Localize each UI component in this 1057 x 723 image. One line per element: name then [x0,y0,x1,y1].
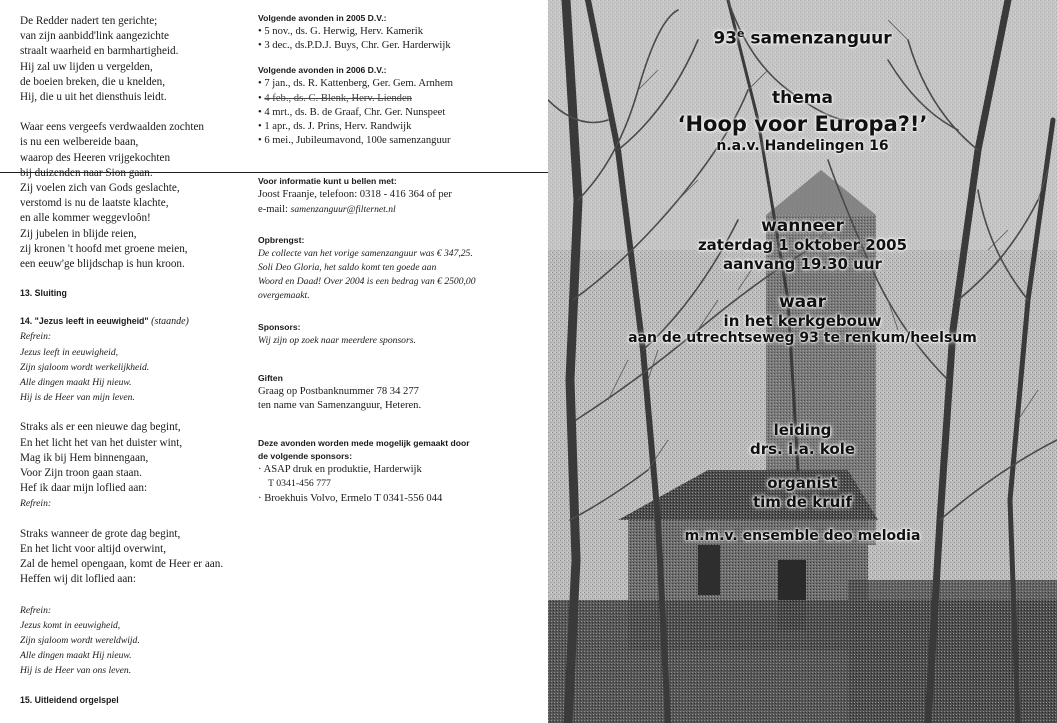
sponsor-2: · Broekhuis Volvo, Ermelo T 0341-556 044 [258,492,443,504]
refrain-line: Alle dingen maakt Hij nieuw. [20,377,132,389]
info-column [258,12,543,506]
stanza-line: Waar eens vergeefs verdwaalden zochten [20,121,205,134]
stanza-1 [20,14,250,105]
verse-line: En het licht voor altijd overwint, [20,542,167,555]
edition-number: 93 [713,28,738,49]
stanza-line: van zijn aanbidd'link aangezichte [20,30,169,43]
organist-name: tim de kruif [752,493,853,511]
schedule-item-text: 6 mei., Jubileumavond, 100e samenzanguur [264,135,451,147]
schedule-item [258,134,543,148]
opbrengst-text [258,247,543,304]
verse-line: Hef ik daar mijn loflied aan: [20,482,148,495]
event-date: zaterdag 1 oktober 2005 [697,236,908,254]
stanza-line: Hij, die u uit het diensthuis leidt. [20,91,167,104]
info-heading: Voor informatie kunt u bellen met: [258,176,397,187]
schedule-item [258,120,543,134]
sponsors-heading: Sponsors: [258,321,301,332]
venue-line-2: aan de utrechtseweg 93 te renkum/heelsum [628,330,977,346]
stanza-line: De Redder nadert ten gerichte; [20,15,158,27]
fold-line [0,172,548,173]
heading-2006: Volgende avonden in 2006 D.V.: [258,65,387,76]
wanneer-label: wanneer [761,216,844,236]
giften-line: Graag op Postbanknummer 78 34 277 [258,385,419,397]
edition-title [548,27,1057,49]
verse-line: Voor Zijn troon gaan staan. [20,467,142,480]
schedule-item [258,77,543,91]
sponsors-list-heading [258,437,543,463]
refrain-line: Hij is de Heer van ons leven. [20,665,132,677]
schedule-item-text: 1 apr., ds. J. Prins, Herv. Randwijk [264,121,412,133]
event-time: aanvang 19.30 uur [723,255,882,273]
edition-word: samenzanguur [744,28,892,49]
stanza-line: de boeien breken, die u knelden, [20,75,166,88]
program-item-15: 15. Uitleidend orgelspel [20,694,119,705]
sponsor-1: · ASAP druk en produktie, Harderwijk [258,464,422,476]
heading-2005: Volgende avonden in 2005 D.V.: [258,13,387,23]
refrain-line: Refrein: [20,604,52,616]
item-14-note: (staande) [148,316,189,328]
sponsors-text: Wij zijn op zoek naar meerdere sponsors. [258,334,416,346]
stanza-line: waarop des Heeren vrijgekochten [20,151,171,164]
opbrengst-line: Woord en Daad! Over 2004 is een bedrag van € 2500,00 [258,276,476,288]
giften-heading: Giften [258,372,283,383]
verse-line: Heffen wij dit loflied aan: [20,573,136,586]
thema-reference: n.a.v. Handelingen 16 [716,138,889,154]
program-item-13: 13. Sluiting [20,288,67,299]
verse-line: Zal de hemel opengaan, komt de Heer er aan. [20,558,224,571]
info-phone: Joost Fraanje, telefoon: 0318 - 416 364 of per [258,189,452,201]
sponsors-list-heading-line: de volgende sponsors: [258,451,353,462]
venue-line-1: in het kerkgebouw [723,312,882,330]
giften-text [258,385,543,413]
sponsor-1-name: ASAP druk en produktie, Harderwijk [263,464,422,476]
schedule-item [258,106,543,120]
refrain-line: Zijn sjaloom wordt wereldwijd. [20,634,140,646]
refrain-line: Jezus leeft in eeuwigheid, [20,346,119,358]
giften-line: ten name van Samenzanguur, Heteren. [258,400,422,412]
stanza-line: is nu een welbereide baan, [20,136,139,149]
sponsor-2-name: Broekhuis Volvo, Ermelo T 0341-556 044 [264,492,443,504]
refrain-line: Jezus komt in eeuwigheid, [20,619,121,631]
opbrengst-line: Soli Deo Gloria, het saldo komt ten goede aan [258,262,437,274]
refrain-line: Refrein: [20,331,52,343]
refrain-line: Zijn sjaloom wordt werkelijkheid. [20,361,150,373]
verse-2 [20,420,250,496]
opbrengst-heading: Opbrengst: [258,234,305,245]
list-2006 [258,77,543,148]
thema-title: ‘Hoop voor Europa?!’ [677,112,928,136]
stanza-line: en alle kommer weggevloôn! [20,212,151,225]
stanza-line: Hij zal uw lijden u vergelden, [20,60,153,73]
stanza-line: een eeuw'ge blijdschap is hun kroon. [20,258,185,271]
opbrengst-line: De collecte van het vorige samenzanguur was € 347,25. [258,247,473,259]
info-email-prefix: e-mail: [258,203,291,215]
schedule-item: • 5 nov., ds. G. Herwig, Herv. Kamerik [258,25,543,39]
schedule-item-text: 7 jan., ds. R. Kattenberg, Ger. Gem. Arnhem [264,78,454,90]
stanza-line [20,166,250,181]
item-14-title: 14. "Jezus leeft in eeuwigheid" [20,316,149,327]
stanza-line: Zij voelen zich van Gods geslachte, [20,182,180,195]
program-item-14 [20,314,250,329]
poster-text [548,0,1057,723]
verse-line: Straks wanneer de grote dag begint, [20,527,181,540]
stanza-2 [20,120,250,272]
verse-line: En het licht het van het duister wint, [20,436,183,449]
info-email-line [258,203,543,217]
refrain-line: Hij is de Heer van mijn leven. [20,392,135,404]
waar-label: waar [778,292,827,312]
verse-line: Straks als er een nieuwe dag begint, [20,421,181,434]
stanza-line: Zij jubelen in blijde reien, [20,227,137,240]
thema-label: thema [772,88,833,108]
schedule-item-text: 4 mrt., ds. B. de Graaf, Chr. Ger. Nunspeet [264,106,446,118]
stanza-line: zij kronen 't hoofd met groene meien, [20,242,188,255]
ensemble-line: m.m.v. ensemble deo melodia [684,528,921,544]
schedule-item [258,92,543,106]
info-email-link[interactable]: samenzanguur@filternet.nl [290,203,396,215]
sponsors-list-heading-line: Deze avonden worden mede mogelijk gemaakt door [258,438,470,449]
list-2005 [258,25,543,53]
stanza-line: straalt waarheid en barmhartigheid. [20,45,179,58]
verse-line: Mag ik bij Hem binnengaan, [20,451,149,464]
refrain-line: Alle dingen maakt Hij nieuw. [20,650,132,662]
organist-label: organist [767,474,838,492]
stanza-line: verstomd is nu de laatste klachte, [20,197,169,210]
refrain-2 [20,603,250,679]
opbrengst-line: overgemaakt. [258,290,310,302]
schedule-item-text: 4 feb., ds. C. Blenk, Herv. Lienden [264,92,412,104]
edition-superscript: e [737,27,745,40]
refrain-1 [20,329,250,405]
verse-3 [20,527,250,588]
leiding-name: drs. i.a. kole [749,440,856,458]
hymn-column [20,14,250,707]
verse-2-refrain: Refrein: [20,498,52,510]
sponsor-1-phone: T 0341-456 777 [268,478,331,490]
schedule-item: • 3 dec., ds.P.D.J. Buys, Chr. Ger. Harderwijk [258,39,543,53]
leiding-label: leiding [773,421,832,439]
